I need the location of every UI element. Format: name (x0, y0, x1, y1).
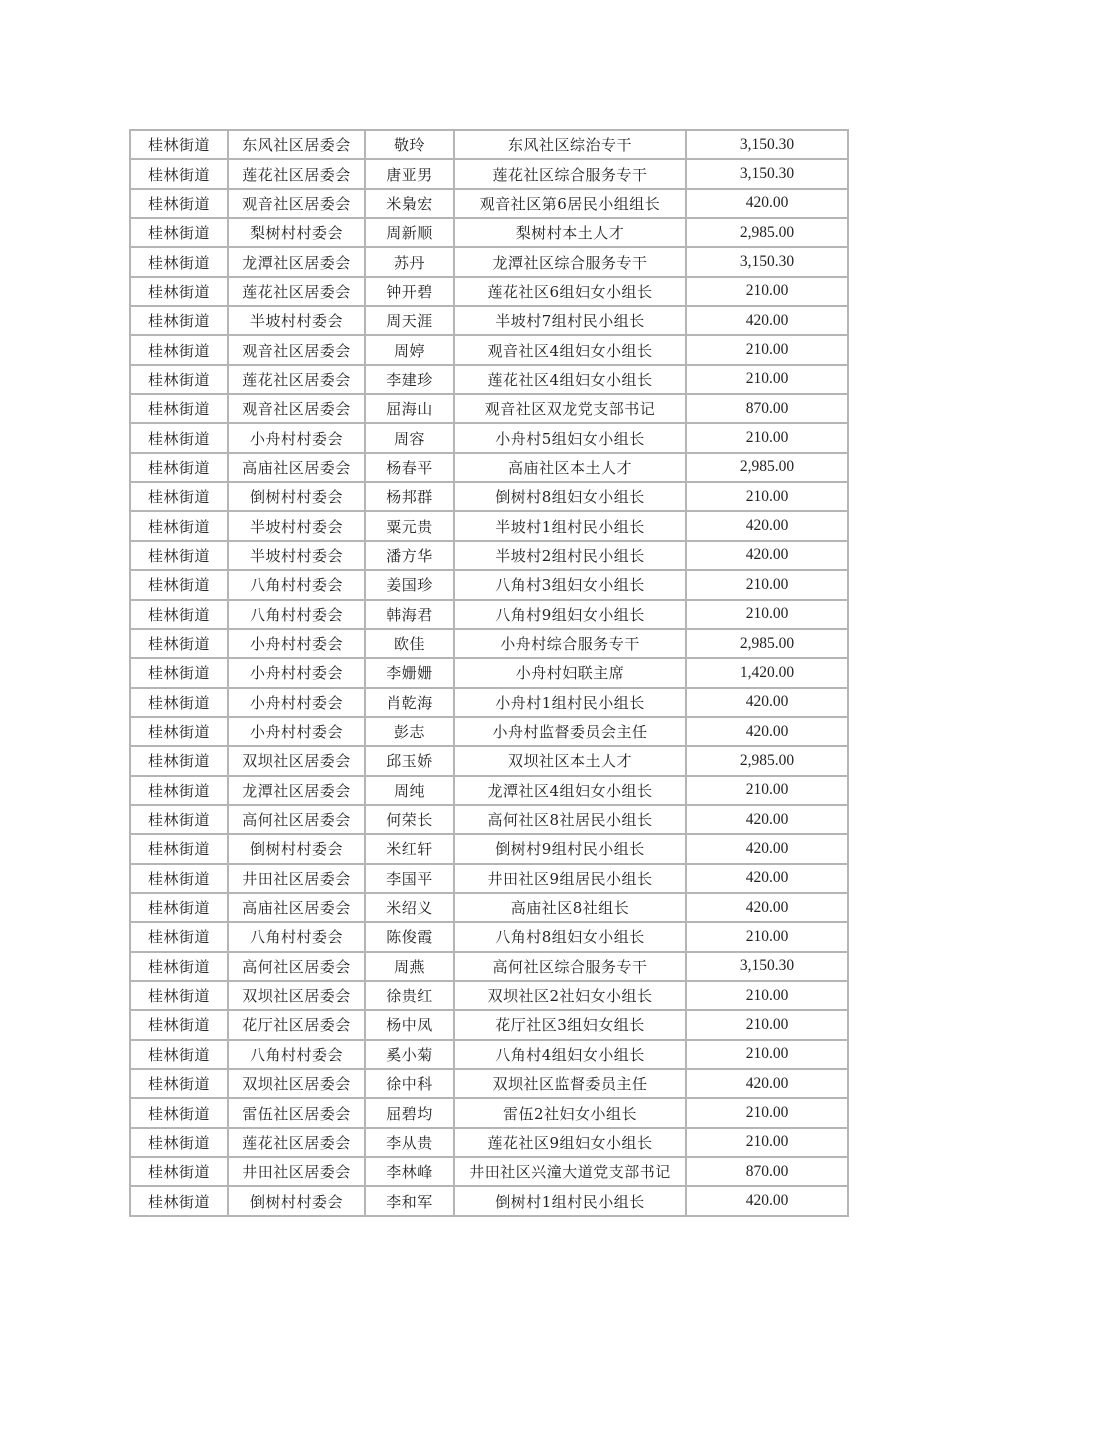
amount-cell: 420.00 (686, 717, 848, 746)
position-cell: 井田社区兴潼大道党支部书记 (454, 1157, 686, 1186)
position-cell: 半坡村7组村民小组长 (454, 306, 686, 335)
amount-cell: 2,985.00 (686, 218, 848, 247)
street-cell: 桂林街道 (130, 952, 228, 981)
person-name-cell: 肖乾海 (365, 688, 454, 717)
table-row (130, 922, 848, 951)
amount-cell: 420.00 (686, 541, 848, 570)
amount-cell: 210.00 (686, 981, 848, 1010)
committee-cell: 八角村村委会 (228, 570, 365, 599)
position-cell: 莲花社区4组妇女小组长 (454, 365, 686, 394)
position-cell: 东风社区综治专干 (454, 130, 686, 159)
amount-cell: 210.00 (686, 922, 848, 951)
committee-cell: 半坡村村委会 (228, 541, 365, 570)
person-name-cell: 杨春平 (365, 453, 454, 482)
street-cell: 桂林街道 (130, 159, 228, 188)
street-cell: 桂林街道 (130, 1040, 228, 1069)
position-cell: 小舟村综合服务专干 (454, 629, 686, 658)
table-row (130, 130, 848, 159)
amount-cell: 2,985.00 (686, 453, 848, 482)
position-cell: 小舟村1组村民小组长 (454, 688, 686, 717)
table-row (130, 1128, 848, 1157)
committee-cell: 观音社区居委会 (228, 189, 365, 218)
committee-cell: 半坡村村委会 (228, 511, 365, 540)
committee-cell: 莲花社区居委会 (228, 1128, 365, 1157)
position-cell: 高何社区8社居民小组长 (454, 805, 686, 834)
amount-cell: 210.00 (686, 570, 848, 599)
amount-cell: 210.00 (686, 1010, 848, 1039)
person-name-cell: 屈碧均 (365, 1098, 454, 1127)
street-cell: 桂林街道 (130, 511, 228, 540)
street-cell: 桂林街道 (130, 717, 228, 746)
position-cell: 龙潭社区综合服务专干 (454, 247, 686, 276)
person-name-cell: 杨邦群 (365, 482, 454, 511)
position-cell: 小舟村5组妇女小组长 (454, 423, 686, 452)
street-cell: 桂林街道 (130, 306, 228, 335)
street-cell: 桂林街道 (130, 394, 228, 423)
position-cell: 半坡村1组村民小组长 (454, 511, 686, 540)
person-name-cell: 李建珍 (365, 365, 454, 394)
table-row (130, 658, 848, 687)
street-cell: 桂林街道 (130, 922, 228, 951)
committee-cell: 小舟村村委会 (228, 658, 365, 687)
committee-cell: 莲花社区居委会 (228, 277, 365, 306)
amount-cell: 3,150.30 (686, 130, 848, 159)
committee-cell: 高庙社区居委会 (228, 893, 365, 922)
committee-cell: 半坡村村委会 (228, 306, 365, 335)
amount-cell: 2,985.00 (686, 629, 848, 658)
person-name-cell: 钟开碧 (365, 277, 454, 306)
amount-cell: 3,150.30 (686, 247, 848, 276)
person-name-cell: 李姗姗 (365, 658, 454, 687)
table-row (130, 629, 848, 658)
position-cell: 龙潭社区4组妇女小组长 (454, 776, 686, 805)
table-row (130, 1040, 848, 1069)
person-name-cell: 徐中科 (365, 1069, 454, 1098)
amount-cell: 420.00 (686, 893, 848, 922)
committee-cell: 小舟村村委会 (228, 688, 365, 717)
amount-cell: 420.00 (686, 1069, 848, 1098)
amount-cell: 420.00 (686, 1186, 848, 1215)
person-name-cell: 唐亚男 (365, 159, 454, 188)
table-row (130, 570, 848, 599)
amount-cell: 420.00 (686, 834, 848, 863)
table-row (130, 277, 848, 306)
position-cell: 莲花社区9组妇女小组长 (454, 1128, 686, 1157)
table-row (130, 541, 848, 570)
committee-cell: 花厅社区居委会 (228, 1010, 365, 1039)
person-name-cell: 李国平 (365, 864, 454, 893)
position-cell: 倒树村1组村民小组长 (454, 1186, 686, 1215)
committee-cell: 雷伍社区居委会 (228, 1098, 365, 1127)
amount-cell: 420.00 (686, 511, 848, 540)
committee-cell: 倒树村村委会 (228, 482, 365, 511)
person-name-cell: 邱玉娇 (365, 746, 454, 775)
table-row (130, 1069, 848, 1098)
committee-cell: 梨树村村委会 (228, 218, 365, 247)
street-cell: 桂林街道 (130, 218, 228, 247)
amount-cell: 210.00 (686, 277, 848, 306)
position-cell: 梨树村本土人才 (454, 218, 686, 247)
committee-cell: 莲花社区居委会 (228, 159, 365, 188)
table-row (130, 335, 848, 364)
table-row (130, 834, 848, 863)
committee-cell: 小舟村村委会 (228, 423, 365, 452)
person-name-cell: 周燕 (365, 952, 454, 981)
amount-cell: 420.00 (686, 805, 848, 834)
person-name-cell: 粟元贵 (365, 511, 454, 540)
person-name-cell: 屈海山 (365, 394, 454, 423)
street-cell: 桂林街道 (130, 541, 228, 570)
table-row (130, 159, 848, 188)
position-cell: 莲花社区6组妇女小组长 (454, 277, 686, 306)
person-name-cell: 周纯 (365, 776, 454, 805)
table-row (130, 1098, 848, 1127)
table-row (130, 511, 848, 540)
committee-cell: 八角村村委会 (228, 1040, 365, 1069)
street-cell: 桂林街道 (130, 130, 228, 159)
table-row (130, 746, 848, 775)
table-row (130, 893, 848, 922)
amount-cell: 210.00 (686, 482, 848, 511)
position-cell: 观音社区第6居民小组组长 (454, 189, 686, 218)
amount-cell: 210.00 (686, 1128, 848, 1157)
street-cell: 桂林街道 (130, 1069, 228, 1098)
table-row (130, 394, 848, 423)
table-row (130, 423, 848, 452)
committee-cell: 莲花社区居委会 (228, 365, 365, 394)
committee-cell: 八角村村委会 (228, 600, 365, 629)
table-row (130, 482, 848, 511)
committee-cell: 井田社区居委会 (228, 864, 365, 893)
street-cell: 桂林街道 (130, 277, 228, 306)
table-row (130, 189, 848, 218)
amount-cell: 210.00 (686, 1040, 848, 1069)
person-name-cell: 李林峰 (365, 1157, 454, 1186)
table-row (130, 218, 848, 247)
street-cell: 桂林街道 (130, 658, 228, 687)
table-row (130, 864, 848, 893)
street-cell: 桂林街道 (130, 629, 228, 658)
committee-cell: 小舟村村委会 (228, 717, 365, 746)
position-cell: 花厅社区3组妇女组长 (454, 1010, 686, 1039)
amount-cell: 210.00 (686, 335, 848, 364)
amount-cell: 3,150.30 (686, 952, 848, 981)
table-row (130, 306, 848, 335)
street-cell: 桂林街道 (130, 1128, 228, 1157)
table-row (130, 688, 848, 717)
street-cell: 桂林街道 (130, 688, 228, 717)
position-cell: 雷伍2社妇女小组长 (454, 1098, 686, 1127)
person-name-cell: 苏丹 (365, 247, 454, 276)
person-name-cell: 敬玲 (365, 130, 454, 159)
table-row (130, 981, 848, 1010)
amount-cell: 3,150.30 (686, 159, 848, 188)
position-cell: 双坝社区2社妇女小组长 (454, 981, 686, 1010)
committee-cell: 小舟村村委会 (228, 629, 365, 658)
person-name-cell: 徐贵红 (365, 981, 454, 1010)
street-cell: 桂林街道 (130, 453, 228, 482)
person-name-cell: 陈俊霞 (365, 922, 454, 951)
committee-cell: 高庙社区居委会 (228, 453, 365, 482)
position-cell: 倒树村8组妇女小组长 (454, 482, 686, 511)
amount-cell: 2,985.00 (686, 746, 848, 775)
person-name-cell: 李从贵 (365, 1128, 454, 1157)
street-cell: 桂林街道 (130, 365, 228, 394)
committee-cell: 观音社区居委会 (228, 394, 365, 423)
street-cell: 桂林街道 (130, 1010, 228, 1039)
table-row (130, 247, 848, 276)
table-body (130, 130, 848, 1216)
position-cell: 高庙社区本土人才 (454, 453, 686, 482)
street-cell: 桂林街道 (130, 189, 228, 218)
amount-cell: 420.00 (686, 688, 848, 717)
amount-cell: 420.00 (686, 864, 848, 893)
street-cell: 桂林街道 (130, 570, 228, 599)
table-row (130, 1186, 848, 1215)
person-name-cell: 米绍义 (365, 893, 454, 922)
street-cell: 桂林街道 (130, 776, 228, 805)
person-name-cell: 米红轩 (365, 834, 454, 863)
person-name-cell: 韩海君 (365, 600, 454, 629)
amount-cell: 210.00 (686, 1098, 848, 1127)
position-cell: 倒树村9组村民小组长 (454, 834, 686, 863)
table-row (130, 453, 848, 482)
position-cell: 高庙社区8社组长 (454, 893, 686, 922)
amount-cell: 210.00 (686, 600, 848, 629)
person-name-cell: 李和军 (365, 1186, 454, 1215)
person-name-cell: 周婷 (365, 335, 454, 364)
committee-cell: 龙潭社区居委会 (228, 776, 365, 805)
street-cell: 桂林街道 (130, 1157, 228, 1186)
street-cell: 桂林街道 (130, 482, 228, 511)
person-name-cell: 周新顺 (365, 218, 454, 247)
table-row (130, 365, 848, 394)
table-row (130, 805, 848, 834)
table-row (130, 717, 848, 746)
person-name-cell: 杨中凤 (365, 1010, 454, 1039)
amount-cell: 1,420.00 (686, 658, 848, 687)
amount-cell: 870.00 (686, 394, 848, 423)
position-cell: 井田社区9组居民小组长 (454, 864, 686, 893)
committee-cell: 双坝社区居委会 (228, 1069, 365, 1098)
committee-cell: 倒树村村委会 (228, 1186, 365, 1215)
committee-cell: 高何社区居委会 (228, 805, 365, 834)
street-cell: 桂林街道 (130, 1098, 228, 1127)
table-row (130, 1157, 848, 1186)
position-cell: 八角村4组妇女小组长 (454, 1040, 686, 1069)
amount-cell: 420.00 (686, 189, 848, 218)
position-cell: 八角村9组妇女小组长 (454, 600, 686, 629)
committee-cell: 井田社区居委会 (228, 1157, 365, 1186)
amount-cell: 420.00 (686, 306, 848, 335)
street-cell: 桂林街道 (130, 981, 228, 1010)
person-name-cell: 周容 (365, 423, 454, 452)
committee-cell: 龙潭社区居委会 (228, 247, 365, 276)
street-cell: 桂林街道 (130, 805, 228, 834)
position-cell: 八角村3组妇女小组长 (454, 570, 686, 599)
table-row (130, 952, 848, 981)
committee-cell: 观音社区居委会 (228, 335, 365, 364)
position-cell: 八角村8组妇女小组长 (454, 922, 686, 951)
committee-cell: 倒树村村委会 (228, 834, 365, 863)
person-name-cell: 潘方华 (365, 541, 454, 570)
allowance-table (129, 129, 849, 1217)
committee-cell: 双坝社区居委会 (228, 746, 365, 775)
amount-cell: 210.00 (686, 776, 848, 805)
committee-cell: 双坝社区居委会 (228, 981, 365, 1010)
person-name-cell: 奚小菊 (365, 1040, 454, 1069)
person-name-cell: 米梟宏 (365, 189, 454, 218)
committee-cell: 东风社区居委会 (228, 130, 365, 159)
amount-cell: 210.00 (686, 365, 848, 394)
position-cell: 双坝社区本土人才 (454, 746, 686, 775)
position-cell: 半坡村2组村民小组长 (454, 541, 686, 570)
position-cell: 莲花社区综合服务专干 (454, 159, 686, 188)
person-name-cell: 彭志 (365, 717, 454, 746)
street-cell: 桂林街道 (130, 600, 228, 629)
committee-cell: 八角村村委会 (228, 922, 365, 951)
street-cell: 桂林街道 (130, 834, 228, 863)
position-cell: 小舟村妇联主席 (454, 658, 686, 687)
amount-cell: 210.00 (686, 423, 848, 452)
street-cell: 桂林街道 (130, 746, 228, 775)
table-row (130, 600, 848, 629)
table-row (130, 1010, 848, 1039)
street-cell: 桂林街道 (130, 1186, 228, 1215)
street-cell: 桂林街道 (130, 864, 228, 893)
position-cell: 观音社区4组妇女小组长 (454, 335, 686, 364)
street-cell: 桂林街道 (130, 247, 228, 276)
amount-cell: 870.00 (686, 1157, 848, 1186)
person-name-cell: 周天涯 (365, 306, 454, 335)
position-cell: 观音社区双龙党支部书记 (454, 394, 686, 423)
table-row (130, 776, 848, 805)
street-cell: 桂林街道 (130, 335, 228, 364)
street-cell: 桂林街道 (130, 423, 228, 452)
position-cell: 高何社区综合服务专干 (454, 952, 686, 981)
person-name-cell: 姜国珍 (365, 570, 454, 599)
person-name-cell: 欧佳 (365, 629, 454, 658)
person-name-cell: 何荣长 (365, 805, 454, 834)
committee-cell: 高何社区居委会 (228, 952, 365, 981)
position-cell: 小舟村监督委员会主任 (454, 717, 686, 746)
street-cell: 桂林街道 (130, 893, 228, 922)
position-cell: 双坝社区监督委员主任 (454, 1069, 686, 1098)
